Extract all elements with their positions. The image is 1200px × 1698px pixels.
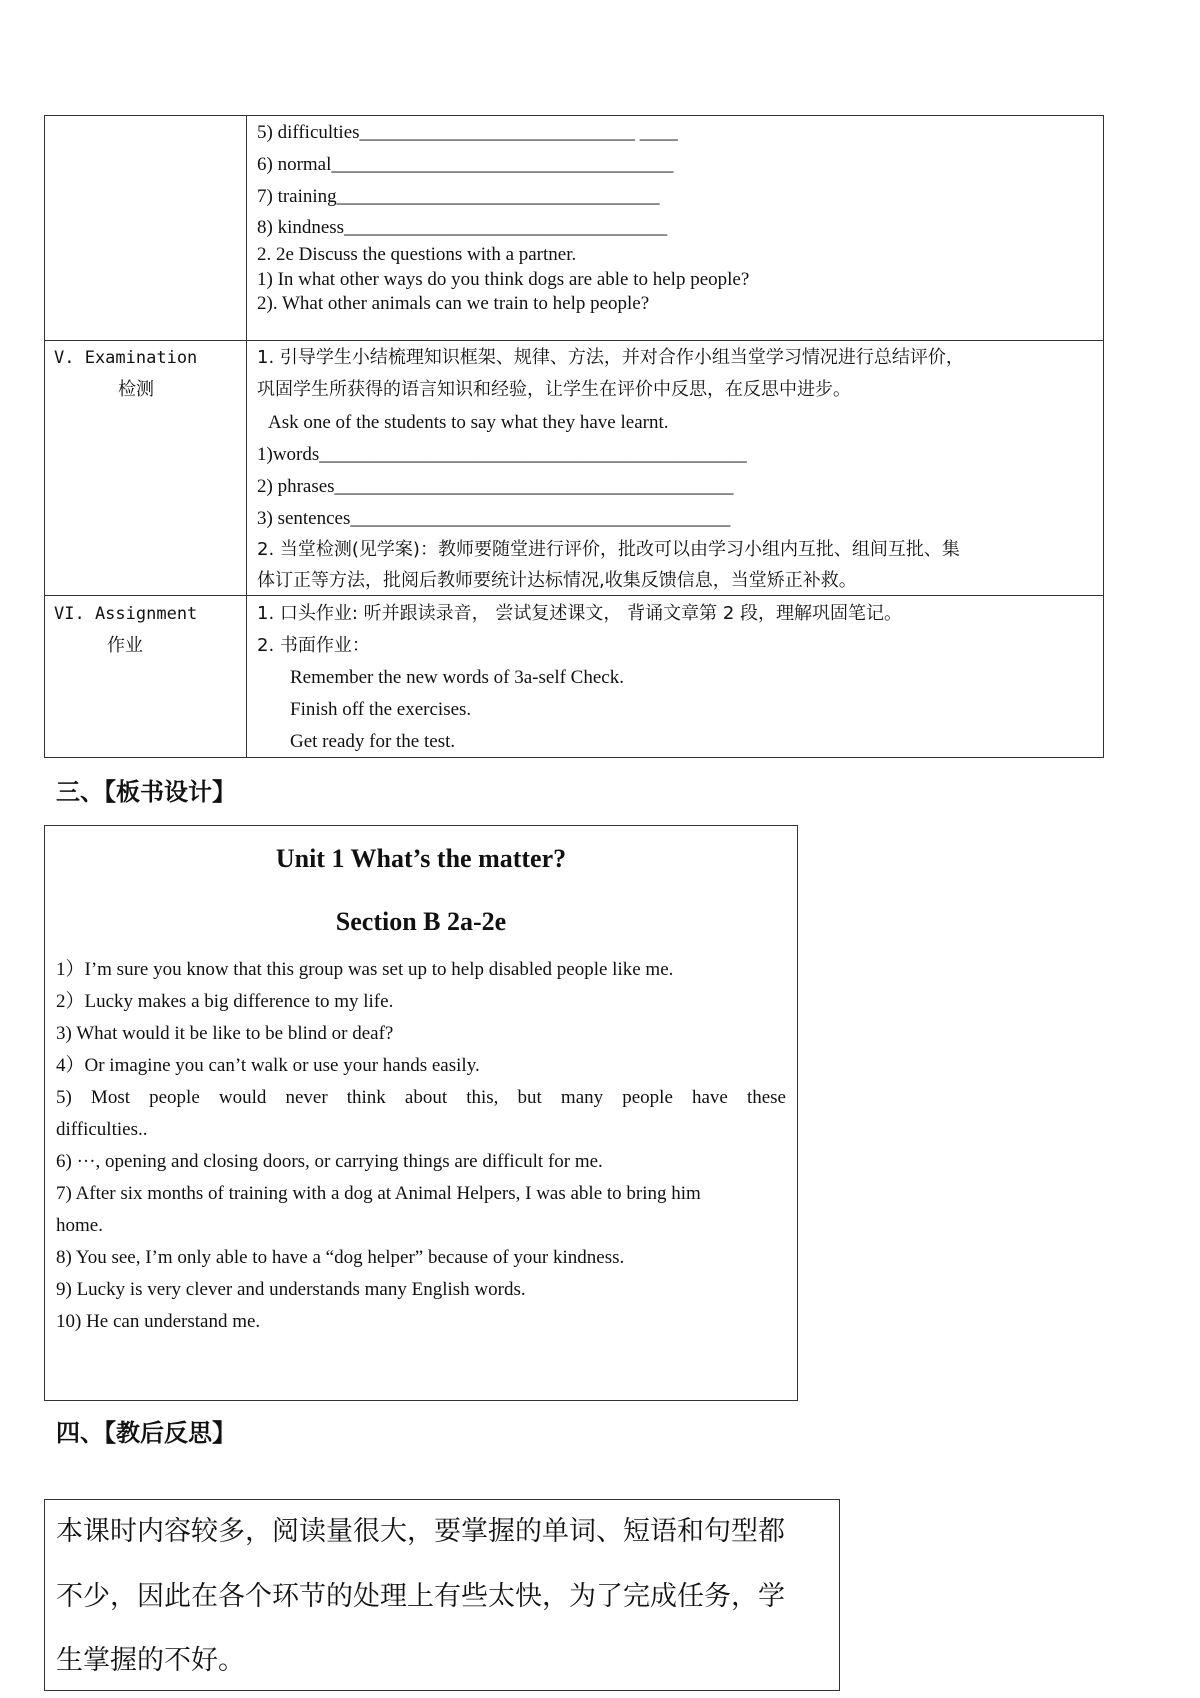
table-border xyxy=(44,115,1104,758)
board-sentence: 10) He can understand me. xyxy=(56,1311,261,1332)
examination-sentences: 3) sentences________________________________________ xyxy=(257,508,731,529)
board-sentence: 7) After six months of training with a dog at Animal Helpers, I was able to bring him xyxy=(56,1183,701,1204)
board-sentence: 1）I’m sure you know that this group was set up to help disabled people like me. xyxy=(56,959,674,980)
assignment-line-2: 2. 书面作业： xyxy=(257,635,370,656)
board-sentence: 4）Or imagine you can’t walk or use your hands easily. xyxy=(56,1055,480,1076)
examination-line-3: Ask one of the students to say what they have learnt. xyxy=(268,412,669,433)
assignment-label: VI. Assignment xyxy=(54,604,198,624)
board-sentence: 3) What would it be like to be blind or deaf? xyxy=(56,1023,394,1044)
vocab-line-7: 7) training__________________________________ xyxy=(257,186,660,207)
board-title: Unit 1 What’s the matter? xyxy=(275,844,567,873)
vocab-line-6: 6) normal____________________________________ xyxy=(257,154,674,175)
examination-label: V. Examination xyxy=(54,348,198,368)
examination-line-2: 巩固学生所获得的语言知识和经验，让学生在评价中反思，在反思中进步。 xyxy=(257,379,851,400)
assignment-line-5: Get ready for the test. xyxy=(290,731,456,752)
board-subtitle: Section B 2a-2e xyxy=(335,907,507,936)
examination-label-zh: 检测 xyxy=(118,379,154,400)
reflection-line: 生掌握的不好。 xyxy=(56,1645,245,1676)
row-divider xyxy=(44,595,1104,596)
board-sentence: 6) ···, opening and closing doors, or carrying things are difficult for me. xyxy=(56,1151,603,1172)
examination-line-1: 1. 引导学生小结梳理知识框架、规律、方法，并对合作小组当堂学习情况进行总结评价， xyxy=(257,347,964,368)
reflection-line: 本课时内容较多，阅读量很大，要掌握的单词、短语和句型都 xyxy=(56,1516,785,1547)
examination-phrases: 2) phrases__________________________________________ xyxy=(257,476,734,497)
discussion-question-2: 2). What other animals can we train to help people? xyxy=(257,293,650,314)
discussion-question-1: 1) In what other ways do you think dogs are able to help people? xyxy=(257,269,750,290)
assignment-line-4: Finish off the exercises. xyxy=(290,699,472,720)
column-divider xyxy=(246,115,247,758)
board-sentence: 8) You see, I’m only able to have a “dog helper” because of your kindness. xyxy=(56,1247,625,1268)
vocab-line-8: 8) kindness__________________________________ xyxy=(257,217,668,238)
reflection-line: 不少，因此在各个环节的处理上有些太快，为了完成任务，学 xyxy=(56,1581,785,1612)
assignment-line-3: Remember the new words of 3a-self Check. xyxy=(290,667,624,688)
board-sentence: 9) Lucky is very clever and understands many English words. xyxy=(56,1279,526,1300)
assignment-label-zh: 作业 xyxy=(107,635,143,656)
board-sentence: home. xyxy=(56,1215,103,1236)
assignment-line-1: 1. 口头作业: 听并跟读录音， 尝试复述课文， 背诵文章第 2 段，理解巩固笔记。 xyxy=(257,603,903,624)
vocab-line-5: 5) difficulties_____________________________ ____ xyxy=(257,122,678,143)
examination-line-7: 2. 当堂检测(见学案)：教师要随堂进行评价，批改可以由学习小组内互批、组间互批、集 xyxy=(257,539,960,560)
examination-line-8: 体订正等方法，批阅后教师要统计达标情况,收集反馈信息，当堂矫正补救。 xyxy=(257,570,857,591)
board-sentence: 2）Lucky makes a big difference to my life. xyxy=(56,991,394,1012)
board-design-heading: 三、【板书设计】 xyxy=(56,778,236,806)
discussion-instruction: 2. 2e Discuss the questions with a partner. xyxy=(257,244,577,265)
row-divider xyxy=(44,340,1104,341)
examination-words: 1)words_____________________________________________ xyxy=(257,444,747,465)
reflection-heading: 四、【教后反思】 xyxy=(56,1419,236,1447)
board-sentence: 5) Most people would never think about this, but many people have these xyxy=(56,1087,786,1108)
board-sentence: difficulties.. xyxy=(56,1119,148,1140)
